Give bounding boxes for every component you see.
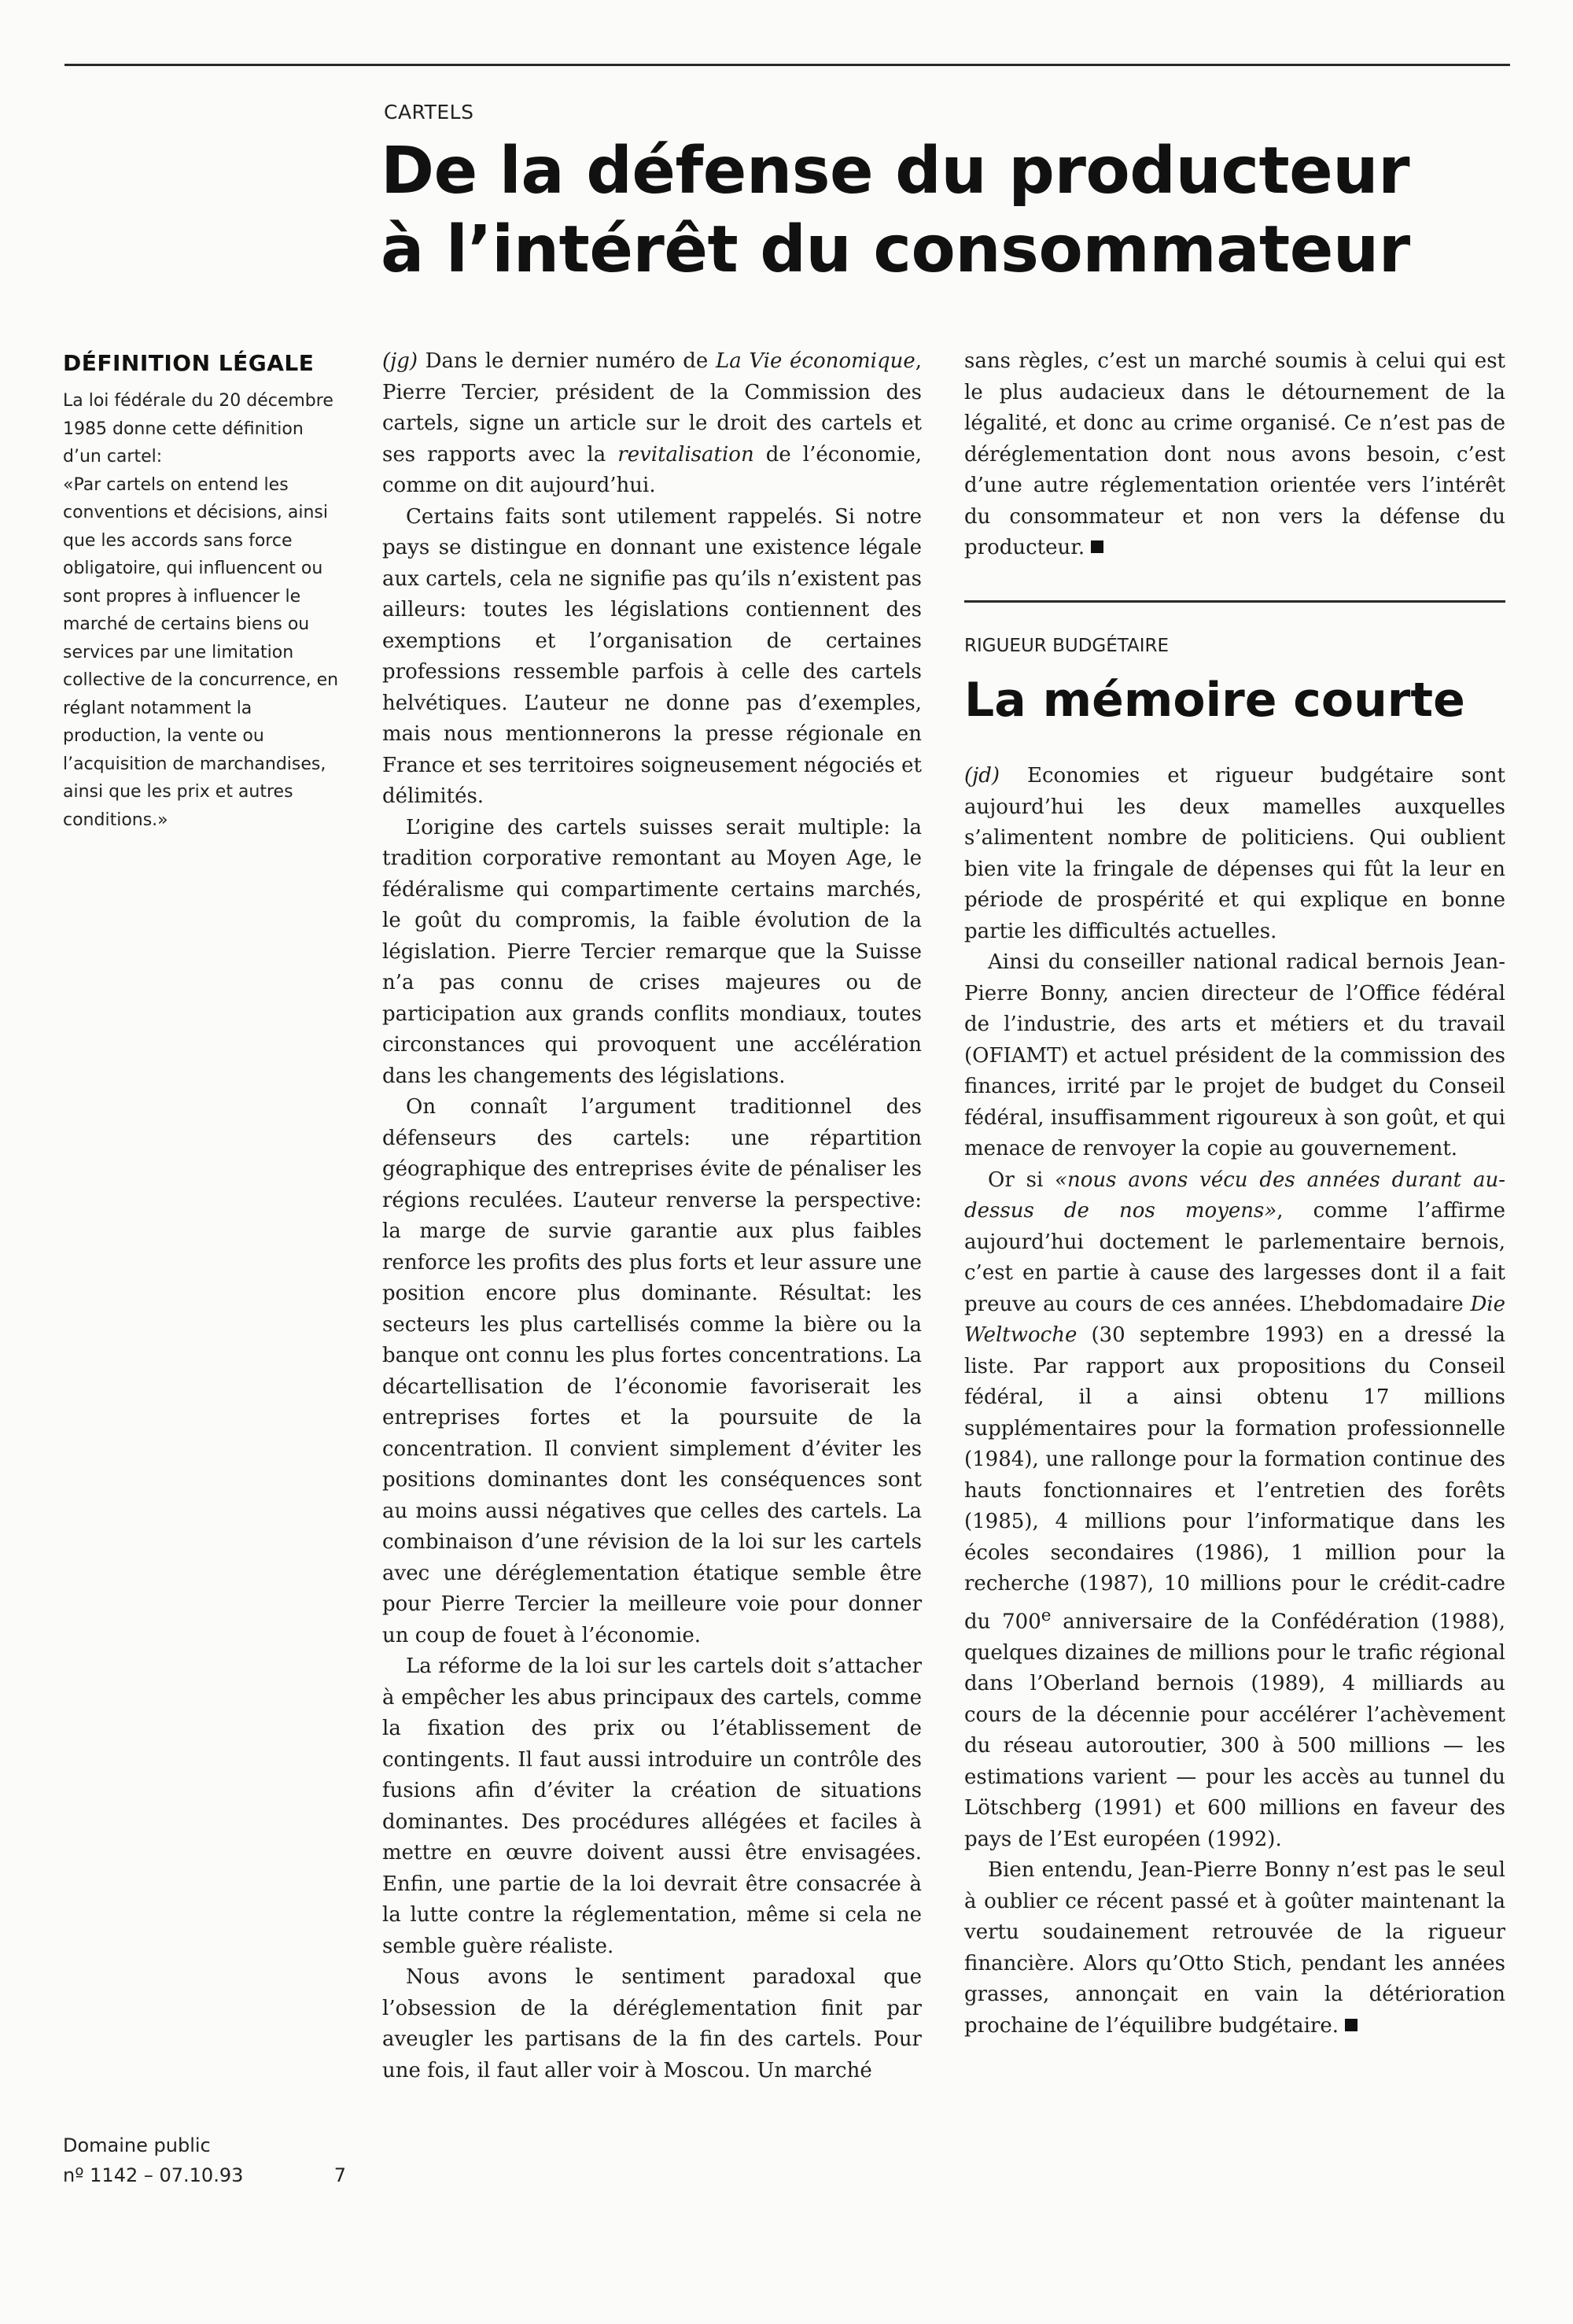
section-divider [964,600,1505,603]
article-paragraph: Ainsi du conseiller national radical bernois Jean-Pierre Bonny, ancien directeur de l’Office fédéral de l’industrie, des arts et métiers et du travail (OFIAMT) et actuel président de la commission des finances, irrité par le projet de budget du Conseil fédéral, insuffisamment rigoureux à son goût, et qui menace de renvoyer la copie au gouvernement. [964,950,1505,1160]
issue-number: nº 1142 – 07.10.93 [63,2164,244,2186]
headline-2: La mémoire courte [964,673,1465,728]
issue-line [63,2160,346,2190]
article-paragraph: (jg) Dans le dernier numéro de La Vie économique, Pierre Tercier, président de la Commission des cartels, signe un article sur le droit des cartels et ses rapports avec la revitalisation de l’économie, comme on dit aujourd’hui. [382,349,923,497]
publication-ref: La Vie économique [715,349,915,373]
footer [63,2130,346,2190]
sidebar-definition [63,350,343,834]
headline-line-2: à l’intérêt du consommateur [381,212,1410,287]
publication-ref: Die Weltwoche [964,1292,1505,1347]
section-label: CARTELS [384,101,474,124]
end-mark-icon [1091,540,1103,553]
article-cartels-column [382,346,922,2086]
article-paragraph: Or si «nous avons vécu des années durant au-dessus de nos moyens», comme l’affirme aujourd’hui doctement le parlementaire bernois, c’est en partie à cause des largesses dont il a fait preuve au cours de ces années. L’hebdomadaire Die Weltwoche (30 septembre 1993) en a dressé la liste. Par rapport aux propositions du Conseil fédéral, il a ainsi obtenu 17 millions supplémentaires pour la formation professionnelle (1984), une rallonge pour la formation continue des hauts fonctionnaires et l’entretien des forêts (1985), 4 millions pour l’informatique dans les écoles secondaires (1986), 1 million pour la recherche (1987), 10 millions pour le crédit-cadre du 700e anniversaire de la Confédération (1988), quelques dizaines de millions pour le trafic régional dans l’Oberland bernois (1989), 4 milliards au cours de la décennie pour accélérer l’achèvement du réseau autoroutier, 300 à 500 millions — les estimations varient — pour les accès au tunnel du Lötschberg (1991) et 600 millions en faveur des pays de l’Est européen (1992). [964,1168,1506,1851]
sidebar-intro: La loi fédérale du 20 décembre 1985 donne cette définition d’un cartel: [63,391,333,467]
top-rule [64,64,1510,66]
quote: «nous avons vécu des années durant au-dessus de nos moyens» [964,1168,1505,1223]
byline: (jd) [964,764,1000,788]
sidebar-quote: «Par cartels on entend les conventions et décisions, ainsi que les accords sans force obligatoire, qui influencent ou sont propres à influencer le marché de certains biens ou services par une limitation collective de la concurrence, en réglant notamment la production, la vente ou l’acquisition de marchandises, ainsi que les prix et autres conditions.» [63,474,339,830]
article-paragraph: sans règles, c’est un marché soumis à celui qui est le plus audacieux dans le détournement de la légalité, et donc au crime organisé. Ce n’est pas de déréglementation dont nous avons besoin, c’est d’une autre réglementation orientée vers l’intérêt du consommateur et non vers la défense du producteur. [964,349,1505,559]
article-paragraph: L’origine des cartels suisses serait multiple: la tradition corporative remontant au Moyen Age, le fédéralisme qui compartimente certains marchés, le goût du compromis, la faible évolution de la législation. Pierre Tercier remarque que la Suisse n’a pas connu de crises majeures ou de participation aux grands conflits mondiaux, toutes circonstances qui provoquent une accélération dans les changements des législations. [382,815,922,1088]
sidebar-heading: DÉFINITION LÉGALE [63,350,315,376]
article-paragraph: Certains faits sont utilement rappelés. Si notre pays se distingue en donnant une existence légale aux cartels, cela ne signifie pas qu’ils n’existent pas ailleurs: toutes les législations contiennent des exemptions et l’organisation de certaines professions ressemble parfois à celle des cartels helvétiques. L’auteur ne donne pas d’exemples, mais nous mentionnerons la presse régionale en France et ses territoires soigneusement négociés et délimités. [382,504,922,808]
article-paragraph: On connaît l’argument traditionnel des défenseurs des cartels: une répartition géographique des entreprises évite de pénaliser les régions reculées. L’auteur renverse la perspective: la marge de survie garantie aux plus faibles renforce les profits des plus forts et leur assure une position encore plus dominante. Résultat: les secteurs les plus cartellisés comme la bière ou la banque ont connu les plus fortes concentrations. La décartellisation de l’économie favoriserait les entreprises fortes et la poursuite de la concentration. Il convient simplement d’éviter les positions dominantes dont les conséquences sont au moins aussi négatives que celles des cartels. La combinaison d’une révision de la loi sur les cartels avec une déréglementation étatique semble être pour Pierre Tercier la meilleure voie pour donner un coup de fouet à l’économie. [382,1095,922,1647]
headline [381,132,1513,290]
right-column [964,346,1505,2042]
end-mark-icon [1345,2019,1357,2031]
byline: (jg) [382,349,418,373]
section-label-2: RIGUEUR BUDGÉTAIRE [964,635,1170,656]
article-paragraph: La réforme de la loi sur les cartels doit s’attacher à empêcher les abus principaux des cartels, comme la fixation des prix ou l’établissement de contingents. Il faut aussi introduire un contrôle des fusions afin d’éviter la création de situations dominantes. Des procédures allégées et faciles à mettre en œuvre doivent aussi être envisagées. Enfin, une partie de la loi devrait être consacrée à la lutte contre la réglementation, même si cela ne semble guère réaliste. [382,1654,922,1958]
article-paragraph: (jd) Economies et rigueur budgétaire sont aujourd’hui les deux mamelles auxquelles s’alimentent nombre de politiciens. Qui oublient bien vite la fringale de dépenses qui fût la leur en période de prospérité et qui explique en bonne partie les difficultés actuelles. [964,764,1505,943]
publication-name: Domaine public [63,2134,211,2156]
article-paragraph: Nous avons le sentiment paradoxal que l’obsession de la déréglementation finit par aveugler les partisans de la fin des cartels. Pour une fois, il faut aller voir à Moscou. Un marché [382,1965,922,2082]
article-paragraph: Bien entendu, Jean-Pierre Bonny n’est pas le seul à oublier ce récent passé et à goûter maintenant la vertu soudainement retrouvée de la rigueur financière. Alors qu’Otto Stich, pendant les années grasses, annonçait en vain la détérioration prochaine de l’équilibre budgétaire. [964,1858,1505,2038]
page-number: 7 [333,2164,346,2186]
headline-line-1: De la défense du producteur [381,134,1410,208]
